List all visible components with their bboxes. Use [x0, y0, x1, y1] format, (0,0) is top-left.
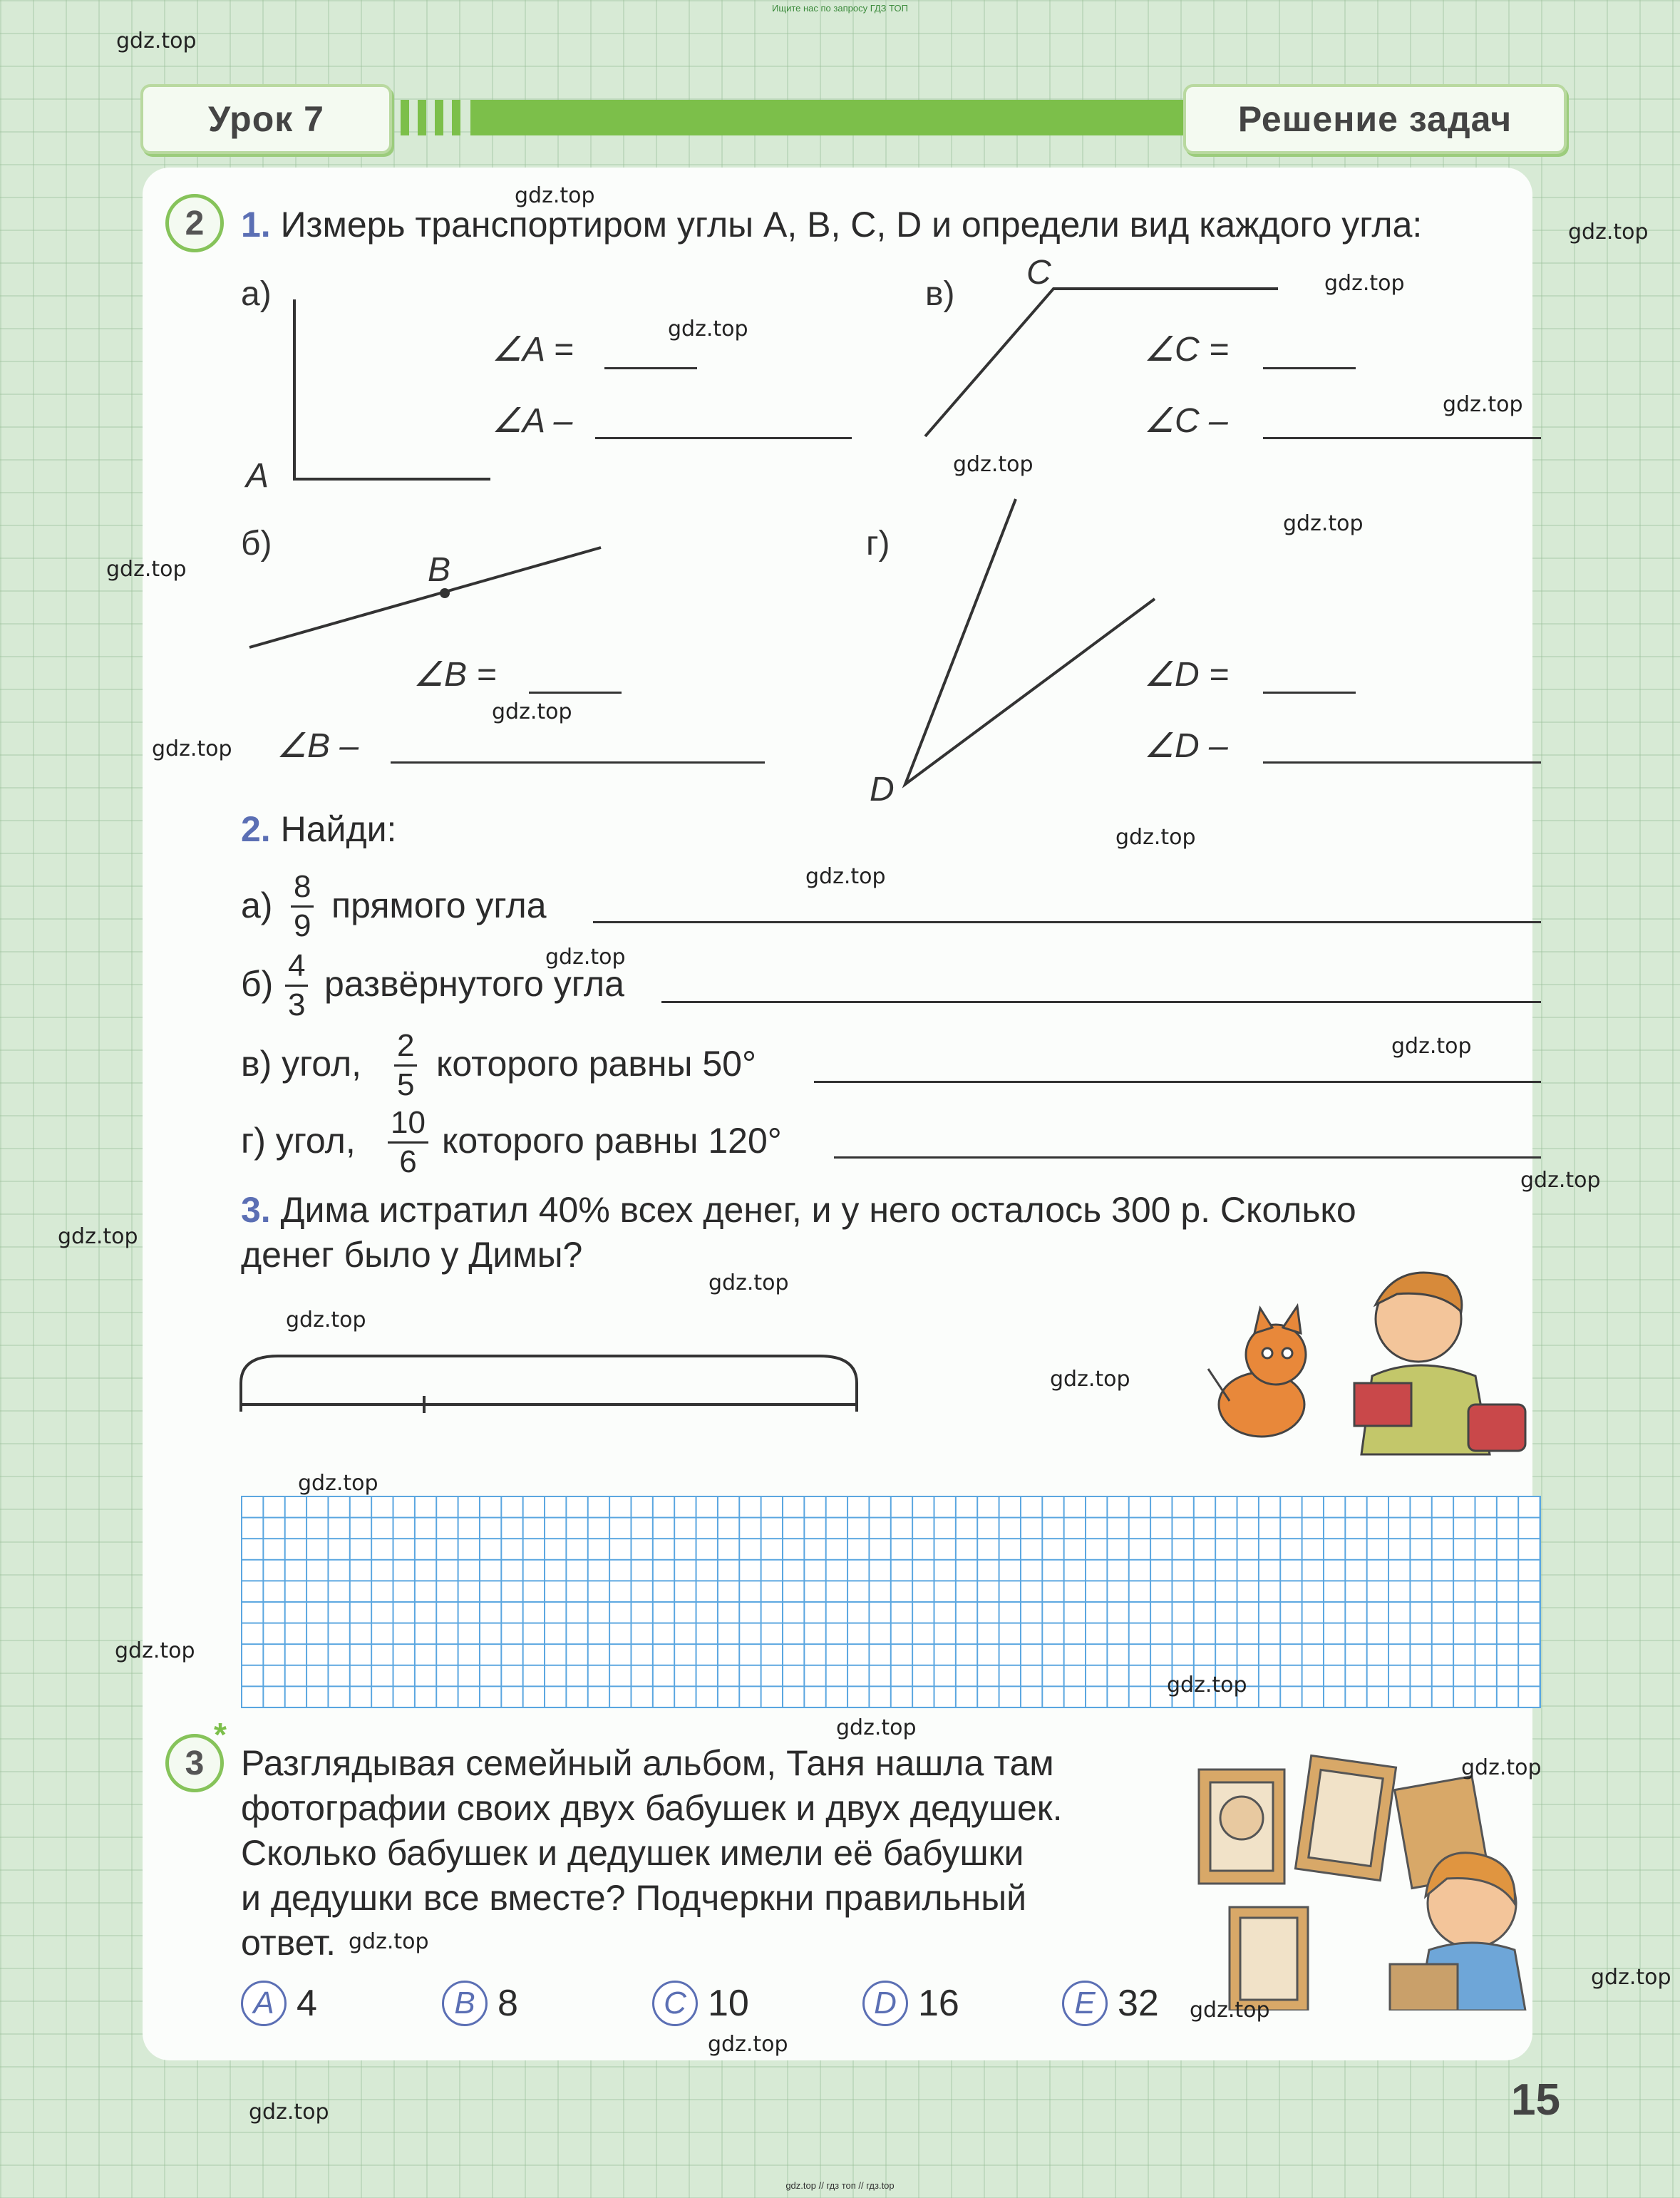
page-number: 15	[1511, 2075, 1560, 2125]
watermark: gdz.top	[1115, 825, 1196, 850]
angle-c-measure-blank[interactable]	[1263, 367, 1356, 369]
option-value: 4	[297, 1983, 317, 2024]
angle-a-type-blank[interactable]	[595, 437, 852, 439]
watermark: gdz.top	[1190, 1998, 1270, 2023]
fraction-denominator: 9	[294, 908, 311, 943]
watermark: gdz.top	[708, 2032, 788, 2057]
angle-b-measure-blank[interactable]	[529, 692, 622, 694]
question-1-number: 1.	[241, 205, 271, 245]
watermark: gdz.top	[115, 1638, 195, 1663]
vertex-b-label: B	[428, 551, 451, 589]
angle-d-measure: ∠D =	[1144, 656, 1230, 694]
watermark: gdz.top	[1324, 271, 1405, 296]
option-letter: B	[442, 1981, 488, 2026]
option-letter: C	[652, 1981, 698, 2026]
angle-a-type: ∠A –	[492, 402, 573, 440]
angle-b-type: ∠B –	[277, 727, 359, 765]
answer-option-b[interactable]	[442, 1981, 518, 2026]
answer-option-e[interactable]	[1062, 1981, 1159, 2026]
watermark: gdz.top	[116, 29, 197, 53]
fraction-numerator: 8	[291, 871, 314, 908]
q2-item-d-text: которого равны 120°	[442, 1121, 782, 1161]
watermark: gdz.top	[836, 1715, 917, 1740]
angle-c-measure: ∠C =	[1144, 331, 1230, 369]
option-letter: A	[241, 1981, 287, 2026]
topic-label-text: Решение задач	[1237, 99, 1512, 139]
part-d-label: г)	[866, 525, 890, 563]
watermark: gdz.top	[668, 317, 748, 341]
watermark: gdz.top	[492, 699, 572, 724]
angle-b-shape	[249, 548, 601, 647]
q2-item-b-fraction	[285, 950, 308, 1021]
task3-line-4: и дедушки все вместе? Подчеркни правильный	[241, 1878, 1027, 1918]
task3-line-5: ответ.	[241, 1923, 336, 1963]
watermark: gdz.top	[805, 864, 886, 889]
answer-grid[interactable]	[241, 1496, 1541, 1708]
angle-c-type-blank[interactable]	[1263, 437, 1541, 439]
question-2-number: 2.	[241, 809, 271, 849]
option-value: 10	[708, 1983, 749, 2024]
option-letter: D	[862, 1981, 908, 2026]
answer-option-d[interactable]	[862, 1981, 959, 2026]
answer-option-a[interactable]	[241, 1981, 317, 2026]
watermark: gdz.top	[152, 736, 232, 761]
vertex-d-label: D	[870, 771, 895, 808]
watermark: gdz.top	[1050, 1367, 1130, 1392]
option-value: 16	[918, 1983, 959, 2024]
part-b-label: б)	[241, 525, 272, 563]
task-number-badge: 2	[165, 194, 224, 252]
cat-and-boy-illustration	[1183, 1262, 1554, 1469]
watermark: gdz.top	[106, 557, 187, 582]
option-letter: E	[1062, 1981, 1108, 2026]
angle-d-shape	[905, 499, 1155, 784]
question-2-body: Найди:	[280, 809, 397, 849]
q2-item-a-fraction	[291, 871, 314, 942]
q2-item-d-prefix: угол,	[275, 1121, 356, 1161]
q2-item-a-text: прямого угла	[331, 885, 547, 925]
q2-item-b-blank[interactable]	[661, 1001, 1541, 1003]
watermark: gdz.top	[545, 945, 626, 970]
watermark: gdz.top	[349, 1929, 429, 1954]
option-value: 32	[1118, 1983, 1159, 2024]
option-value: 8	[498, 1983, 518, 2024]
watermark: gdz.top	[1443, 392, 1523, 417]
question-2-title	[241, 811, 396, 847]
watermark: gdz.top	[708, 1270, 789, 1295]
angle-d-type-blank[interactable]	[1263, 761, 1541, 764]
top-note: Ищите нас по запросу ГДЗ ТОП	[772, 3, 908, 14]
question-3-text	[241, 1192, 1356, 1228]
fraction-denominator: 3	[288, 987, 306, 1022]
part-a-label: а)	[241, 275, 272, 313]
task3-asterisk: *	[214, 1716, 227, 1753]
angle-d-type: ∠D –	[1144, 727, 1228, 765]
watermark: gdz.top	[298, 1471, 378, 1496]
watermark: gdz.top	[1391, 1034, 1472, 1059]
q2-item-d-label	[241, 1123, 356, 1159]
question-3-line2: денег было у Димы?	[241, 1235, 583, 1275]
watermark: gdz.top	[953, 452, 1034, 477]
q2-item-b-text: развёрнутого угла	[324, 964, 624, 1004]
q2-item-d-fraction	[388, 1107, 428, 1178]
q2-item-c-fraction	[394, 1030, 417, 1101]
fraction-numerator: 2	[394, 1030, 417, 1067]
angle-a-measure: ∠A =	[492, 331, 574, 369]
watermark: gdz.top	[1461, 1755, 1542, 1780]
angle-a-measure-blank[interactable]	[604, 367, 697, 369]
task3-line-1: Разглядывая семейный альбом, Таня нашла там	[241, 1743, 1054, 1783]
q2-item-d-letter: г)	[241, 1121, 266, 1161]
q2-item-a-label: а)	[241, 885, 273, 925]
segment-diagram	[235, 1347, 877, 1426]
question-3-number: 3.	[241, 1190, 271, 1230]
task3-line-2: фотографии своих двух бабушек и двух дедушек.	[241, 1788, 1063, 1828]
angle-drawings	[0, 0, 1680, 856]
bottom-note: gdz.top // гдз топ // гдз.top	[785, 2180, 895, 2191]
q2-item-c-prefix: угол,	[282, 1044, 362, 1084]
part-c-label: в)	[925, 275, 955, 313]
fraction-denominator: 6	[399, 1144, 417, 1179]
angle-b-type-blank[interactable]	[391, 761, 765, 764]
fraction-numerator: 10	[388, 1107, 428, 1144]
watermark: gdz.top	[1167, 1673, 1247, 1698]
angle-d-measure-blank[interactable]	[1263, 692, 1356, 694]
fraction-denominator: 5	[397, 1067, 415, 1102]
question-1-body: Измерь транспортиром углы A, B, C, D и определи вид каждого угла:	[280, 205, 1423, 245]
vertex-c-label: C	[1026, 254, 1051, 292]
angle-a-shape	[294, 299, 490, 479]
task3-line-3: Сколько бабушек и дедушек имели её бабушки	[241, 1833, 1024, 1873]
watermark: gdz.top	[58, 1224, 138, 1249]
task-number-badge: 3	[165, 1734, 224, 1792]
fraction-numerator: 4	[285, 950, 308, 987]
q2-item-b-label: б)	[241, 964, 274, 1004]
watermark: gdz.top	[249, 2100, 329, 2125]
q2-item-c-label	[241, 1046, 361, 1082]
angle-b-measure: ∠B =	[413, 656, 497, 694]
lesson-label-text: Урок 7	[207, 99, 324, 139]
watermark: gdz.top	[1283, 511, 1364, 536]
angle-c-type: ∠C –	[1144, 402, 1228, 440]
watermark: gdz.top	[515, 183, 595, 208]
q2-item-c-letter: в)	[241, 1044, 272, 1084]
watermark: gdz.top	[1520, 1168, 1601, 1193]
watermark: gdz.top	[1568, 220, 1649, 245]
watermark: gdz.top	[286, 1308, 366, 1332]
family-album-illustration	[1190, 1754, 1532, 2010]
q2-item-c-text: которого равны 50°	[436, 1044, 756, 1084]
answer-option-c[interactable]	[652, 1981, 749, 2026]
q2-item-d-blank[interactable]	[834, 1156, 1541, 1159]
watermark: gdz.top	[1591, 1965, 1671, 1990]
q2-item-c-blank[interactable]	[814, 1081, 1541, 1083]
question-3-line1: Дима истратил 40% всех денег, и у него осталось 300 р. Сколько	[280, 1190, 1356, 1230]
vertex-a-label: A	[246, 457, 269, 495]
point-b	[440, 588, 450, 598]
q2-item-a-blank[interactable]	[593, 921, 1541, 923]
